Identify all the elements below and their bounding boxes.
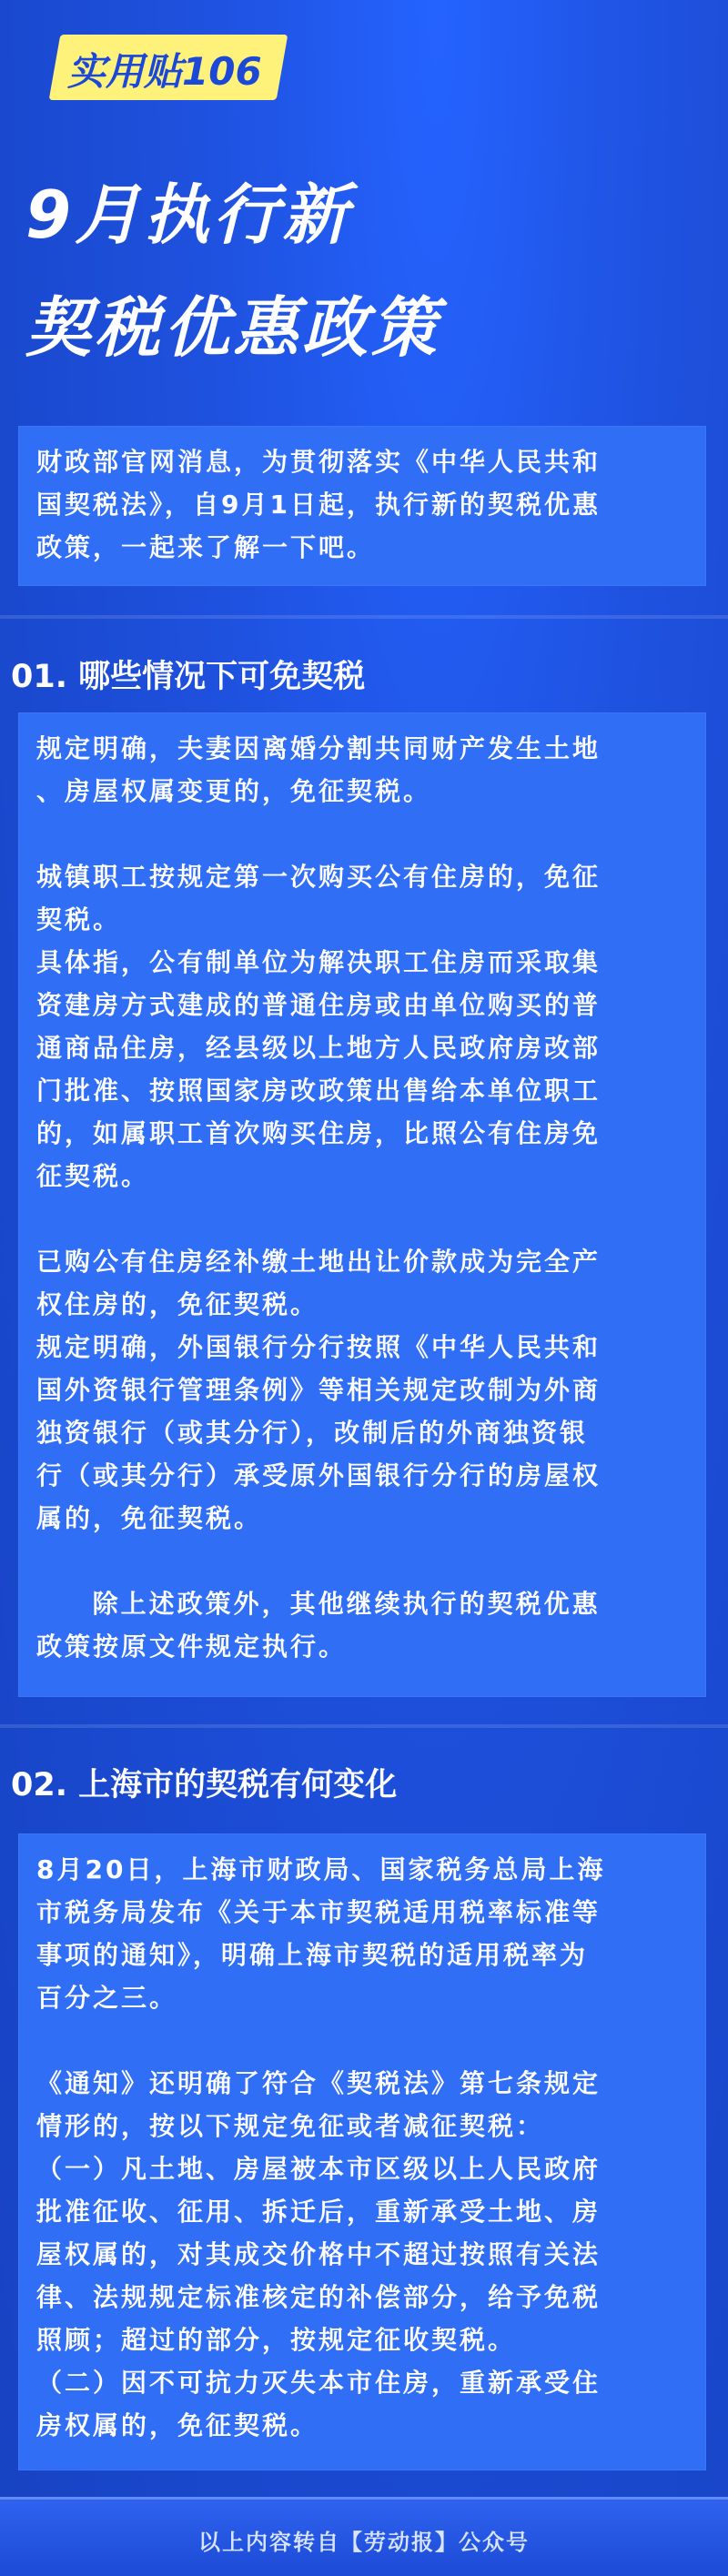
text-line: 屋权属的，对其成交价格中不超过按照有关法 (36, 2239, 602, 2269)
text-line: 通商品住房，经县级以上地方人民政府房改部 (36, 1033, 602, 1063)
text-line: 独资银行（或其分行），改制后的外商独资银 (36, 1418, 589, 1448)
text-line: （一）凡土地、房屋被本市区级以上人民政府 (36, 2154, 602, 2184)
text-line: 8月20日，上海市财政局、国家税务总局上海 (36, 1854, 606, 1884)
divider (0, 1724, 728, 1728)
text-line: 规定明确，夫妻因离婚分割共同财产发生土地 (36, 733, 602, 763)
text-line: 行（或其分行）承受原外国银行分行的房屋权 (36, 1460, 602, 1490)
text-line: 资建房方式建成的普通住房或由单位购买的普 (36, 990, 602, 1020)
text-line: 已购公有住房经补缴土地出让价款成为完全产 (36, 1247, 602, 1277)
text-line: 具体指，公有制单位为解决职工住房而采取集 (36, 947, 602, 977)
text-line: 、房屋权属变更的，免征契税。 (36, 776, 432, 806)
divider (0, 615, 728, 619)
section1-text (36, 727, 692, 1668)
text-line: （二）因不可抗力灭失本市住房，重新承受住 (36, 2368, 602, 2398)
text-line: 规定明确，外国银行分行按照《中华人民共和 (36, 1332, 602, 1362)
intro-box (18, 426, 706, 586)
text-line: 照顾；超过的部分，按规定征收契税。 (36, 2325, 517, 2355)
header (0, 0, 728, 400)
text-line: 财政部官网消息，为贯彻落实《中华人民共和 (36, 447, 602, 477)
text-line: 律、法规规定标准核定的补偿部分，给予免税 (36, 2282, 602, 2312)
text-line: 市税务局发布《关于本市契税适用税率标准等 (36, 1897, 602, 1927)
text-line: 政策按原文件规定执行。 (36, 1631, 348, 1662)
text-line: 国契税法》，自9月1日起，执行新的契税优惠 (36, 490, 601, 520)
footer-source: 以上内容转自【劳动报】公众号 (198, 2530, 530, 2555)
text-line: 权住房的，免征契税。 (36, 1289, 319, 1319)
tag-label: 实用贴106 (67, 49, 262, 94)
page-title-line1: 9月执行新 (25, 177, 352, 253)
intro-text (36, 440, 692, 569)
page-title-line2: 契税优惠政策 (25, 289, 441, 366)
text-line: 门批准、按照国家房改政策出售给本单位职工 (36, 1076, 602, 1106)
section2-text (36, 1848, 692, 2447)
series-tag (55, 35, 282, 100)
text-line: 契税。 (36, 904, 122, 934)
text-line: 城镇职工按规定第一次购买公有住房的，免征 (36, 862, 602, 892)
text-line: 事项的通知》，明确上海市契税的适用税率为 (36, 1940, 589, 1970)
section-title-1: 01. 哪些情况下可免契税 (11, 659, 366, 695)
text-line: 批准征收、征用、拆迁后，重新承受土地、房 (36, 2197, 602, 2227)
text-line: 情形的，按以下规定免征或者减征契税： (36, 2111, 545, 2141)
text-line: 房权属的，免征契税。 (36, 2410, 319, 2440)
footer-divider (0, 2497, 728, 2500)
section1-box (18, 712, 706, 1697)
section-title-2: 02. 上海市的契税有何变化 (11, 1767, 398, 1803)
text-line: 除上述政策外，其他继续执行的契税优惠 (92, 1589, 601, 1619)
text-line: 属的，免征契税。 (36, 1503, 263, 1533)
text-line: 百分之三。 (36, 1983, 178, 2013)
text-line: 政策，一起来了解一下吧。 (36, 532, 376, 562)
section2-box (18, 1834, 706, 2470)
text-line: 的，如属职工首次购买住房，比照公有住房免 (36, 1118, 602, 1148)
text-line: 征契税。 (36, 1161, 150, 1191)
text-line: 国外资银行管理条例》等相关规定改制为外商 (36, 1375, 602, 1405)
text-line: 《通知》还明确了符合《契税法》第七条规定 (36, 2068, 602, 2098)
